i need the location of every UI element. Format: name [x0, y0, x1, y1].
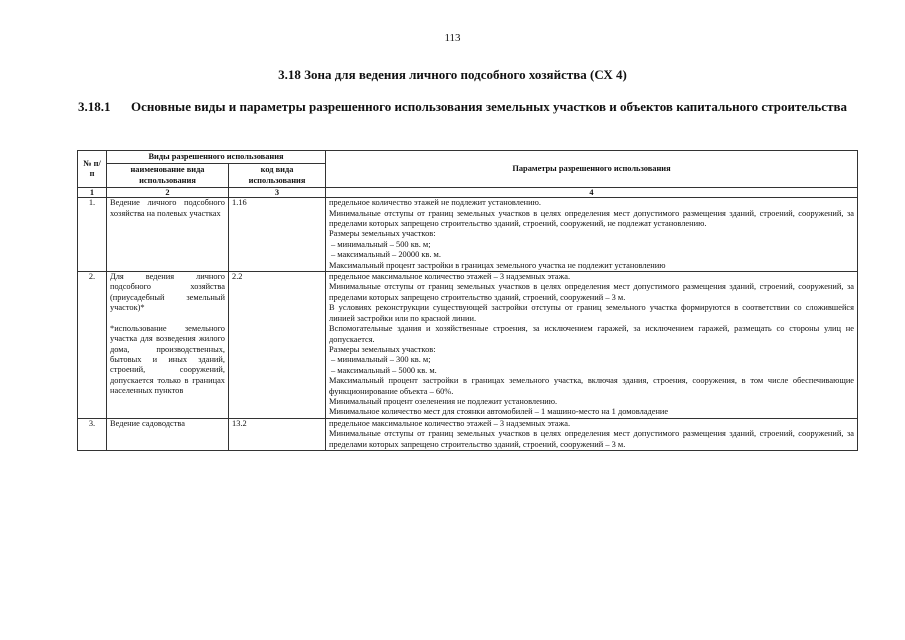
- param-line: предельное максимальное количество этажей – 3 надземных этажа.: [329, 272, 571, 282]
- param-line: Минимальные отступы от границ земельных участков в целях определения мест допустимого размещения зданий, строений, сооружений, за пределами которых запрещено строительство зданий, строений, сооружений, не подлежат установлению.: [329, 208, 855, 229]
- use-name-text: Ведение садоводства: [110, 418, 185, 428]
- use-name: [107, 272, 229, 419]
- param-line: Размеры земельных участков:: [329, 229, 436, 239]
- param-line: Минимальные отступы от границ земельных участков в целях определения мест допустимого размещения зданий, строений, сооружений, за пределами которых запрещено строительство зданий, строений, сооружений – 3 м.: [329, 429, 855, 449]
- param-line: Минимальные отступы от границ земельных участков в целях определения мест допустимого размещения зданий, строений, сооружений, за пределами которых запрещено строительство зданий, строений, сооружений – 3 м.: [329, 282, 855, 302]
- param-line: – максимальный – 20000 кв. м.: [331, 250, 441, 260]
- param-line: Вспомогательные здания и хозяйственные строения, за исключением гаражей, за исключением гаражей, размещать со стороны улиц не допускается.: [329, 324, 855, 344]
- row-number: 3.: [78, 418, 107, 450]
- param-line: Размеры земельных участков:: [329, 344, 436, 354]
- use-params: [326, 272, 858, 419]
- section-number: 3.18.1: [78, 99, 111, 114]
- param-line: предельное количество этажей не подлежит установлению.: [329, 198, 541, 208]
- param-line: – минимальный – 300 кв. м;: [331, 355, 431, 365]
- param-line: Минимальное количество мест для стоянки автомобилей – 1 машино-место на 1 домовладение: [329, 407, 669, 417]
- header-uses-group: Виды разрешенного использования: [107, 151, 326, 164]
- row-number: 1.: [78, 198, 107, 272]
- section-title: Основные виды и параметры разрешенного использования земельных участков и объектов капитального строительства: [131, 99, 847, 114]
- param-line: – максимальный – 5000 кв. м.: [331, 365, 437, 375]
- param-line: предельное максимальное количество этажей – 3 надземных этажа.: [329, 418, 571, 428]
- parameters-table: [77, 150, 858, 451]
- use-name-text: Для ведения личного подсобного хозяйства (приусадебный земельный участок)*: [110, 272, 225, 313]
- use-name-footnote: *использование земельного участка для возведения жилого дома, производственных, бытовых и иных зданий, строений, сооружений, допускается только в границах населенных пунктов: [110, 323, 225, 396]
- use-params: [326, 418, 858, 450]
- table-row: [78, 198, 858, 272]
- header-params: Параметры разрешенного использования: [326, 151, 858, 188]
- param-line: Минимальный процент озеленения не подлежит установлению.: [329, 396, 558, 406]
- table-row: [78, 418, 858, 450]
- use-code: 1.16: [229, 198, 326, 272]
- header-name: наименование вида использования: [107, 164, 229, 188]
- header-code: код вида использования: [229, 164, 326, 188]
- column-number: 3: [229, 188, 326, 198]
- use-name-gap: [110, 314, 225, 324]
- use-name: [107, 198, 229, 272]
- use-code: 13.2: [229, 418, 326, 450]
- use-params: [326, 198, 858, 272]
- table-row: [78, 272, 858, 419]
- column-number: 4: [326, 188, 858, 198]
- param-line: Максимальный процент застройки в границах земельного участка не подлежит установлению: [329, 260, 666, 270]
- header-num: № п/п: [78, 151, 107, 188]
- use-name-text: Ведение личного подсобного хозяйства на полевых участках: [110, 198, 225, 218]
- column-number: 1: [78, 188, 107, 198]
- header-row: [78, 151, 858, 164]
- row-number: 2.: [78, 272, 107, 419]
- use-name: [107, 418, 229, 450]
- param-line: Максимальный процент застройки в границах земельного участка, включая здания, строения, сооружения, в том числе обеспечивающие функционирование объекта – 60%.: [329, 376, 855, 396]
- param-line: – минимальный – 500 кв. м;: [331, 239, 431, 249]
- page-number: 113: [444, 32, 461, 44]
- column-number: 2: [107, 188, 229, 198]
- param-line: В условиях реконструкции существующей застройки отступы от границ земельного участка формируются в соответствии со сложившейся линией застройки или по красной линии.: [329, 303, 855, 323]
- zone-title: 3.18 Зона для ведения личного подсобного хозяйства (СХ 4): [278, 67, 627, 82]
- column-numbers-row: [78, 188, 858, 198]
- use-code: 2.2: [229, 272, 326, 419]
